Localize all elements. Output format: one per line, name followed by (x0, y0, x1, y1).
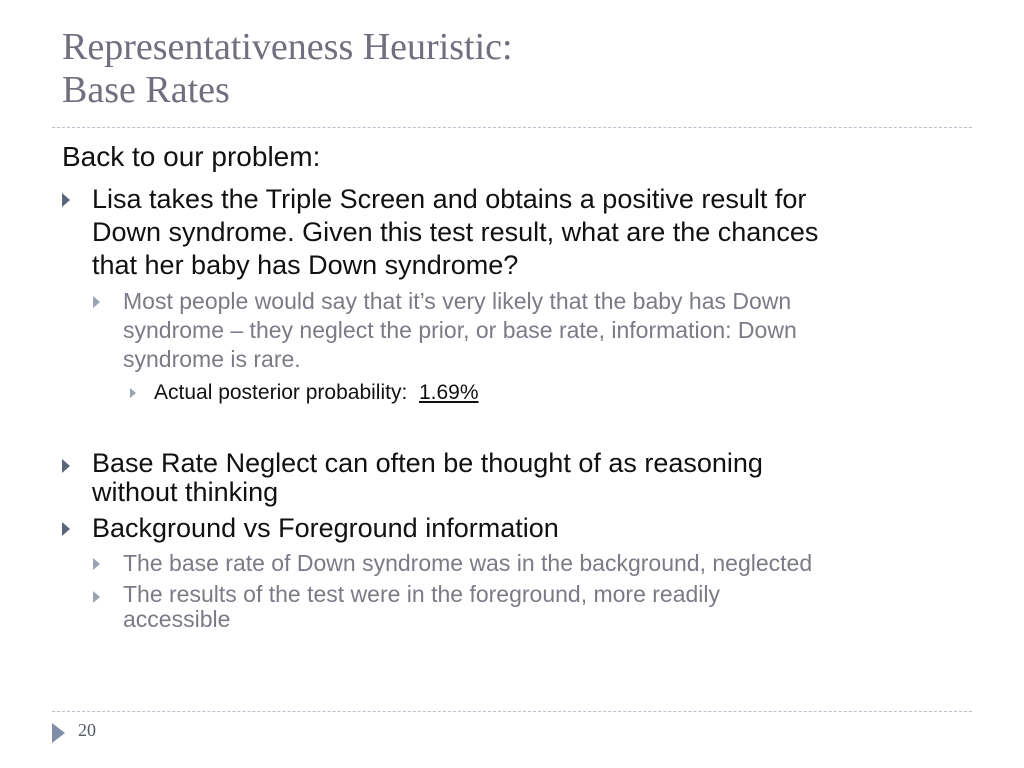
bullet-text: Base Rate Neglect can often be thought of as reasoning without thinking (92, 448, 763, 507)
bullet-text (154, 380, 479, 406)
slide-title (62, 26, 513, 112)
title-divider (52, 127, 972, 128)
bullet-text: The base rate of Down syndrome was in the background, neglected (123, 550, 813, 576)
bullet-text: Background vs Foreground information (92, 513, 559, 543)
intro-text: Back to our problem: (62, 141, 321, 172)
bullet-arrow-icon (130, 388, 136, 398)
bullet-arrow-icon (93, 558, 100, 570)
slide-title-line-2: Base Rates (62, 69, 230, 111)
bullet-arrow-icon (93, 591, 100, 603)
footer-arrow-icon (52, 723, 65, 743)
posterior-value: 1.69% (418, 381, 479, 404)
bullet-text: Lisa takes the Triple Screen and obtains a positive result for Down syndrome. Given this test result, what are the chances that her baby has Down syndrome? (92, 184, 819, 280)
bullet-arrow-icon (62, 193, 70, 207)
bullet-arrow-icon (62, 522, 70, 536)
bullet-arrow-icon (93, 296, 100, 308)
bullet-text: The results of the test were in the foreground, more readily accessible (123, 581, 721, 632)
posterior-label: Actual posterior probability: (154, 381, 408, 404)
slide-number: 20 (78, 720, 96, 740)
bullet-text: Most people would say that it’s very likely that the baby has Down syndrome – they neglect the prior, or base rate, information: Down syndrome is rare. (123, 288, 797, 372)
footer-divider (52, 711, 972, 712)
bullet-arrow-icon (62, 459, 70, 473)
slide-title-line-1: Representativeness Heuristic: (62, 26, 513, 68)
